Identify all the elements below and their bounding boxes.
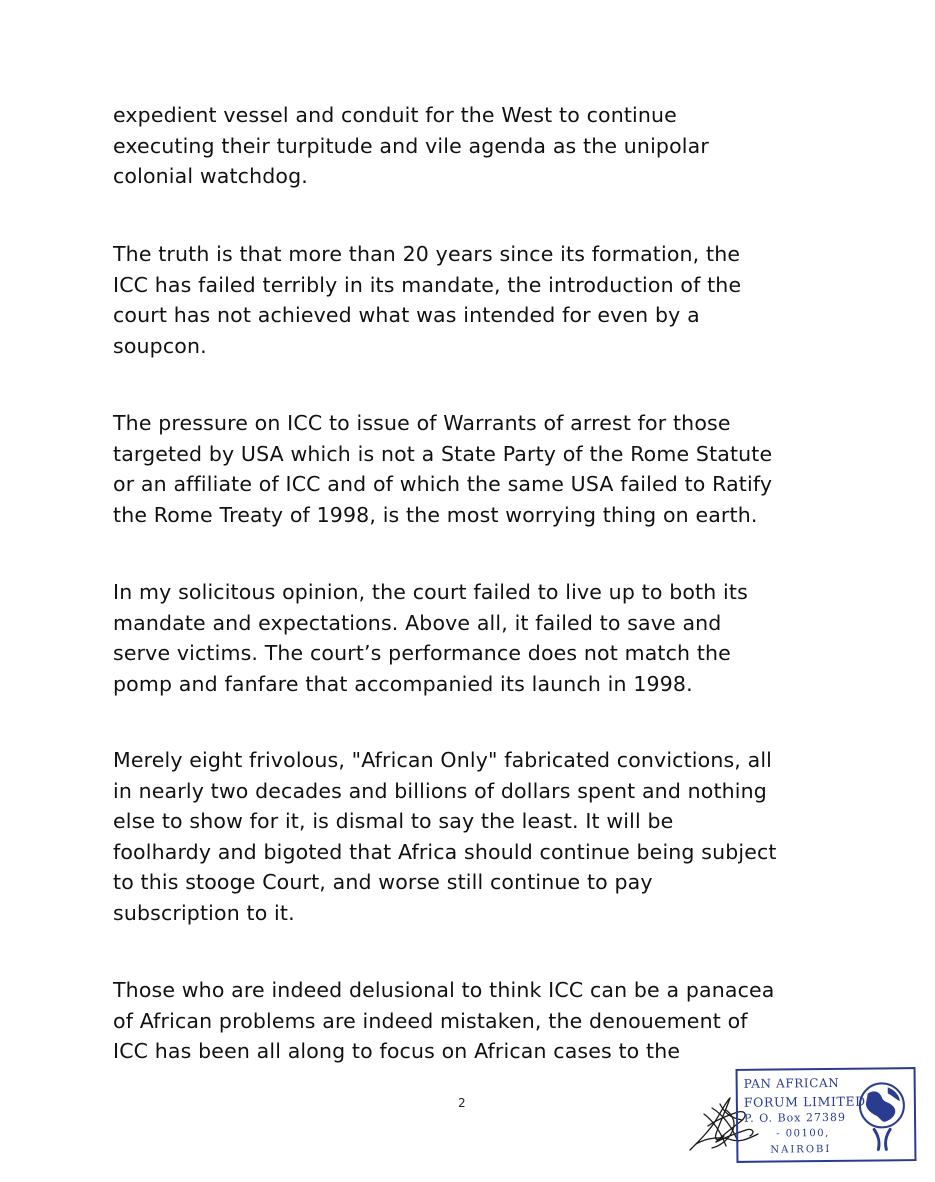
paragraph-line: subscription to it. <box>113 900 295 925</box>
paragraph-line: serve victims. The court’s performance does not match the <box>113 641 731 665</box>
paragraph-1 <box>113 100 828 192</box>
paragraph-line: ICC has been all along to focus on African cases to the <box>113 1039 681 1063</box>
paragraph-4 <box>113 577 828 699</box>
paragraph-line: court has not achieved what was intended for even by a <box>113 303 700 327</box>
paragraph-line: targeted by USA which is not a State Party of the Rome Statute <box>113 441 773 466</box>
stamp-line: P. O. Box 27389 <box>743 1110 847 1125</box>
paragraph-6 <box>113 975 828 1067</box>
paragraph-line: expedient vessel and conduit for the West to continue <box>113 103 677 127</box>
paragraph-line: ICC has failed terribly in its mandate, the introduction of the <box>113 272 742 297</box>
paragraph-line: soupcon. <box>113 333 207 358</box>
stamp-line: FORUM LIMITED <box>743 1093 866 1110</box>
stamp-line: NAIROBI <box>770 1143 832 1156</box>
paragraph-line: to this stooge Court, and worse still continue to pay <box>113 870 653 894</box>
paragraph-line: in nearly two decades and billions of dollars spent and nothing <box>113 778 767 803</box>
paragraph-line: The truth is that more than 20 years since its formation, the <box>113 242 741 266</box>
globe-icon <box>856 1079 909 1154</box>
page-number: 2 <box>458 1096 466 1110</box>
paragraph-5 <box>113 745 828 928</box>
paragraph-line: In my solicitous opinion, the court failed to live up to both its <box>113 580 748 604</box>
organization-stamp <box>736 1067 917 1163</box>
paragraph-line: The pressure on ICC to issue of Warrants of arrest for those <box>113 411 731 435</box>
paragraph-line: Merely eight frivolous, "African Only" fabricated convictions, all <box>113 748 773 772</box>
paragraph-line: mandate and expectations. Above all, it failed to save and <box>113 610 722 635</box>
paragraph-line: colonial watchdog. <box>113 164 308 188</box>
paragraph-line: pomp and fanfare that accompanied its launch in 1998. <box>113 671 693 696</box>
stamp-line: - 00100, <box>776 1127 830 1140</box>
paragraph-line: Those who are indeed delusional to think ICC can be a panacea <box>113 978 775 1002</box>
paragraph-line: else to show for it, is dismal to say the least. It will be <box>113 809 674 833</box>
paragraph-line: of African problems are indeed mistaken, the denouement of <box>113 1008 748 1033</box>
paragraph-2 <box>113 239 828 361</box>
paragraph-line: the Rome Treaty of 1998, is the most worrying thing on earth. <box>113 502 758 527</box>
paragraph-line: foolhardy and bigoted that Africa should continue being subject <box>113 839 777 864</box>
paragraph-3 <box>113 408 828 530</box>
paragraph-line: or an affiliate of ICC and of which the same USA failed to Ratify <box>113 472 773 496</box>
paragraph-line: executing their turpitude and vile agenda as the unipolar <box>113 133 709 158</box>
stamp-line: PAN AFRICAN <box>743 1075 840 1091</box>
